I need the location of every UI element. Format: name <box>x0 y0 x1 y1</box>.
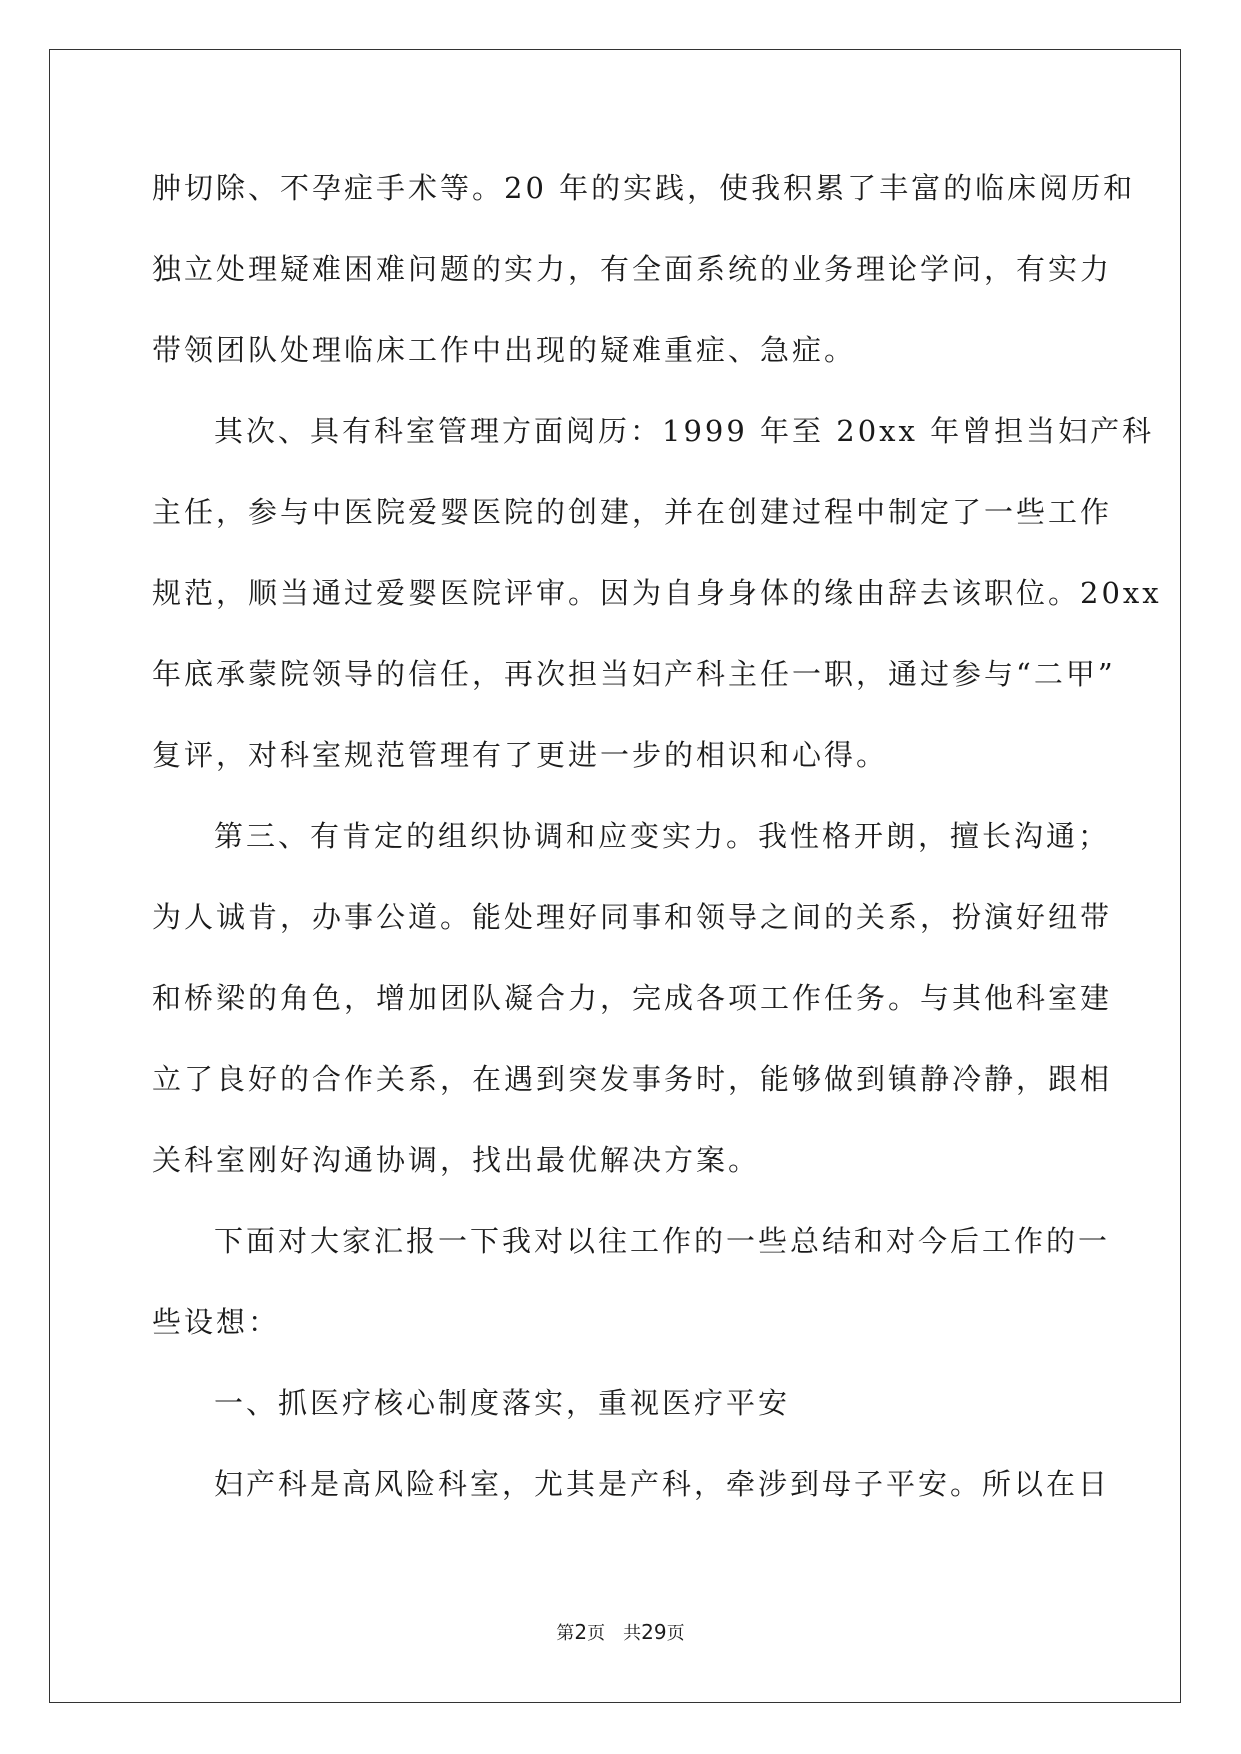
total-page-number: 29 <box>641 1620 667 1644</box>
paragraph-start-line: 其次、具有科室管理方面阅历：1999 年至 20xx 年曾担当妇产科 <box>214 414 1155 448</box>
text-line: 带领团队处理临床工作中出现的疑难重症、急症。 <box>152 333 857 367</box>
paragraph-start-line: 妇产科是高风险科室，尤其是产科，牵涉到母子平安。所以在日 <box>214 1467 1111 1501</box>
text-line: 独立处理疑难困难问题的实力，有全面系统的业务理论学问，有实力 <box>152 252 1113 286</box>
text-line: 主任，参与中医院爱婴医院的创建，并在创建过程中制定了一些工作 <box>152 495 1113 529</box>
text-line: 立了良好的合作关系，在遇到突发事务时，能够做到镇静冷静，跟相 <box>152 1062 1113 1096</box>
text-line: 肿切除、不孕症手术等。20 年的实践，使我积累了丰富的临床阅历和 <box>152 171 1136 205</box>
text-line: 复评，对科室规范管理有了更进一步的相识和心得。 <box>152 738 889 772</box>
total-label-prefix: 共 <box>623 1623 642 1644</box>
body-text <box>152 160 1162 1537</box>
page-label-prefix: 第 <box>556 1623 575 1644</box>
text-line: 和桥梁的角色，增加团队凝合力，完成各项工作任务。与其他科室建 <box>152 981 1113 1015</box>
page-footer <box>0 1620 1241 1646</box>
text-line: 为人诚肯，办事公道。能处理好同事和领导之间的关系，扮演好纽带 <box>152 900 1113 934</box>
paragraph-start-line: 下面对大家汇报一下我对以往工作的一些总结和对今后工作的一 <box>214 1224 1111 1258</box>
paragraph-start-line: 第三、有肯定的组织协调和应变实力。我性格开朗，擅长沟通； <box>214 819 1111 853</box>
total-label-unit: 页 <box>666 1623 685 1644</box>
text-line: 年底承蒙院领导的信任，再次担当妇产科主任一职，通过参与“二甲” <box>152 657 1116 691</box>
text-line: 些设想： <box>152 1305 281 1339</box>
current-page-number: 2 <box>574 1620 588 1644</box>
text-line: 规范，顺当通过爱婴医院评审。因为自身身体的缘由辞去该职位。20xx <box>152 576 1162 610</box>
section-heading: 一、抓医疗核心制度落实，重视医疗平安 <box>214 1386 791 1420</box>
text-line: 关科室刚好沟通协调，找出最优解决方案。 <box>152 1143 761 1177</box>
page-label-unit: 页 <box>587 1623 606 1644</box>
